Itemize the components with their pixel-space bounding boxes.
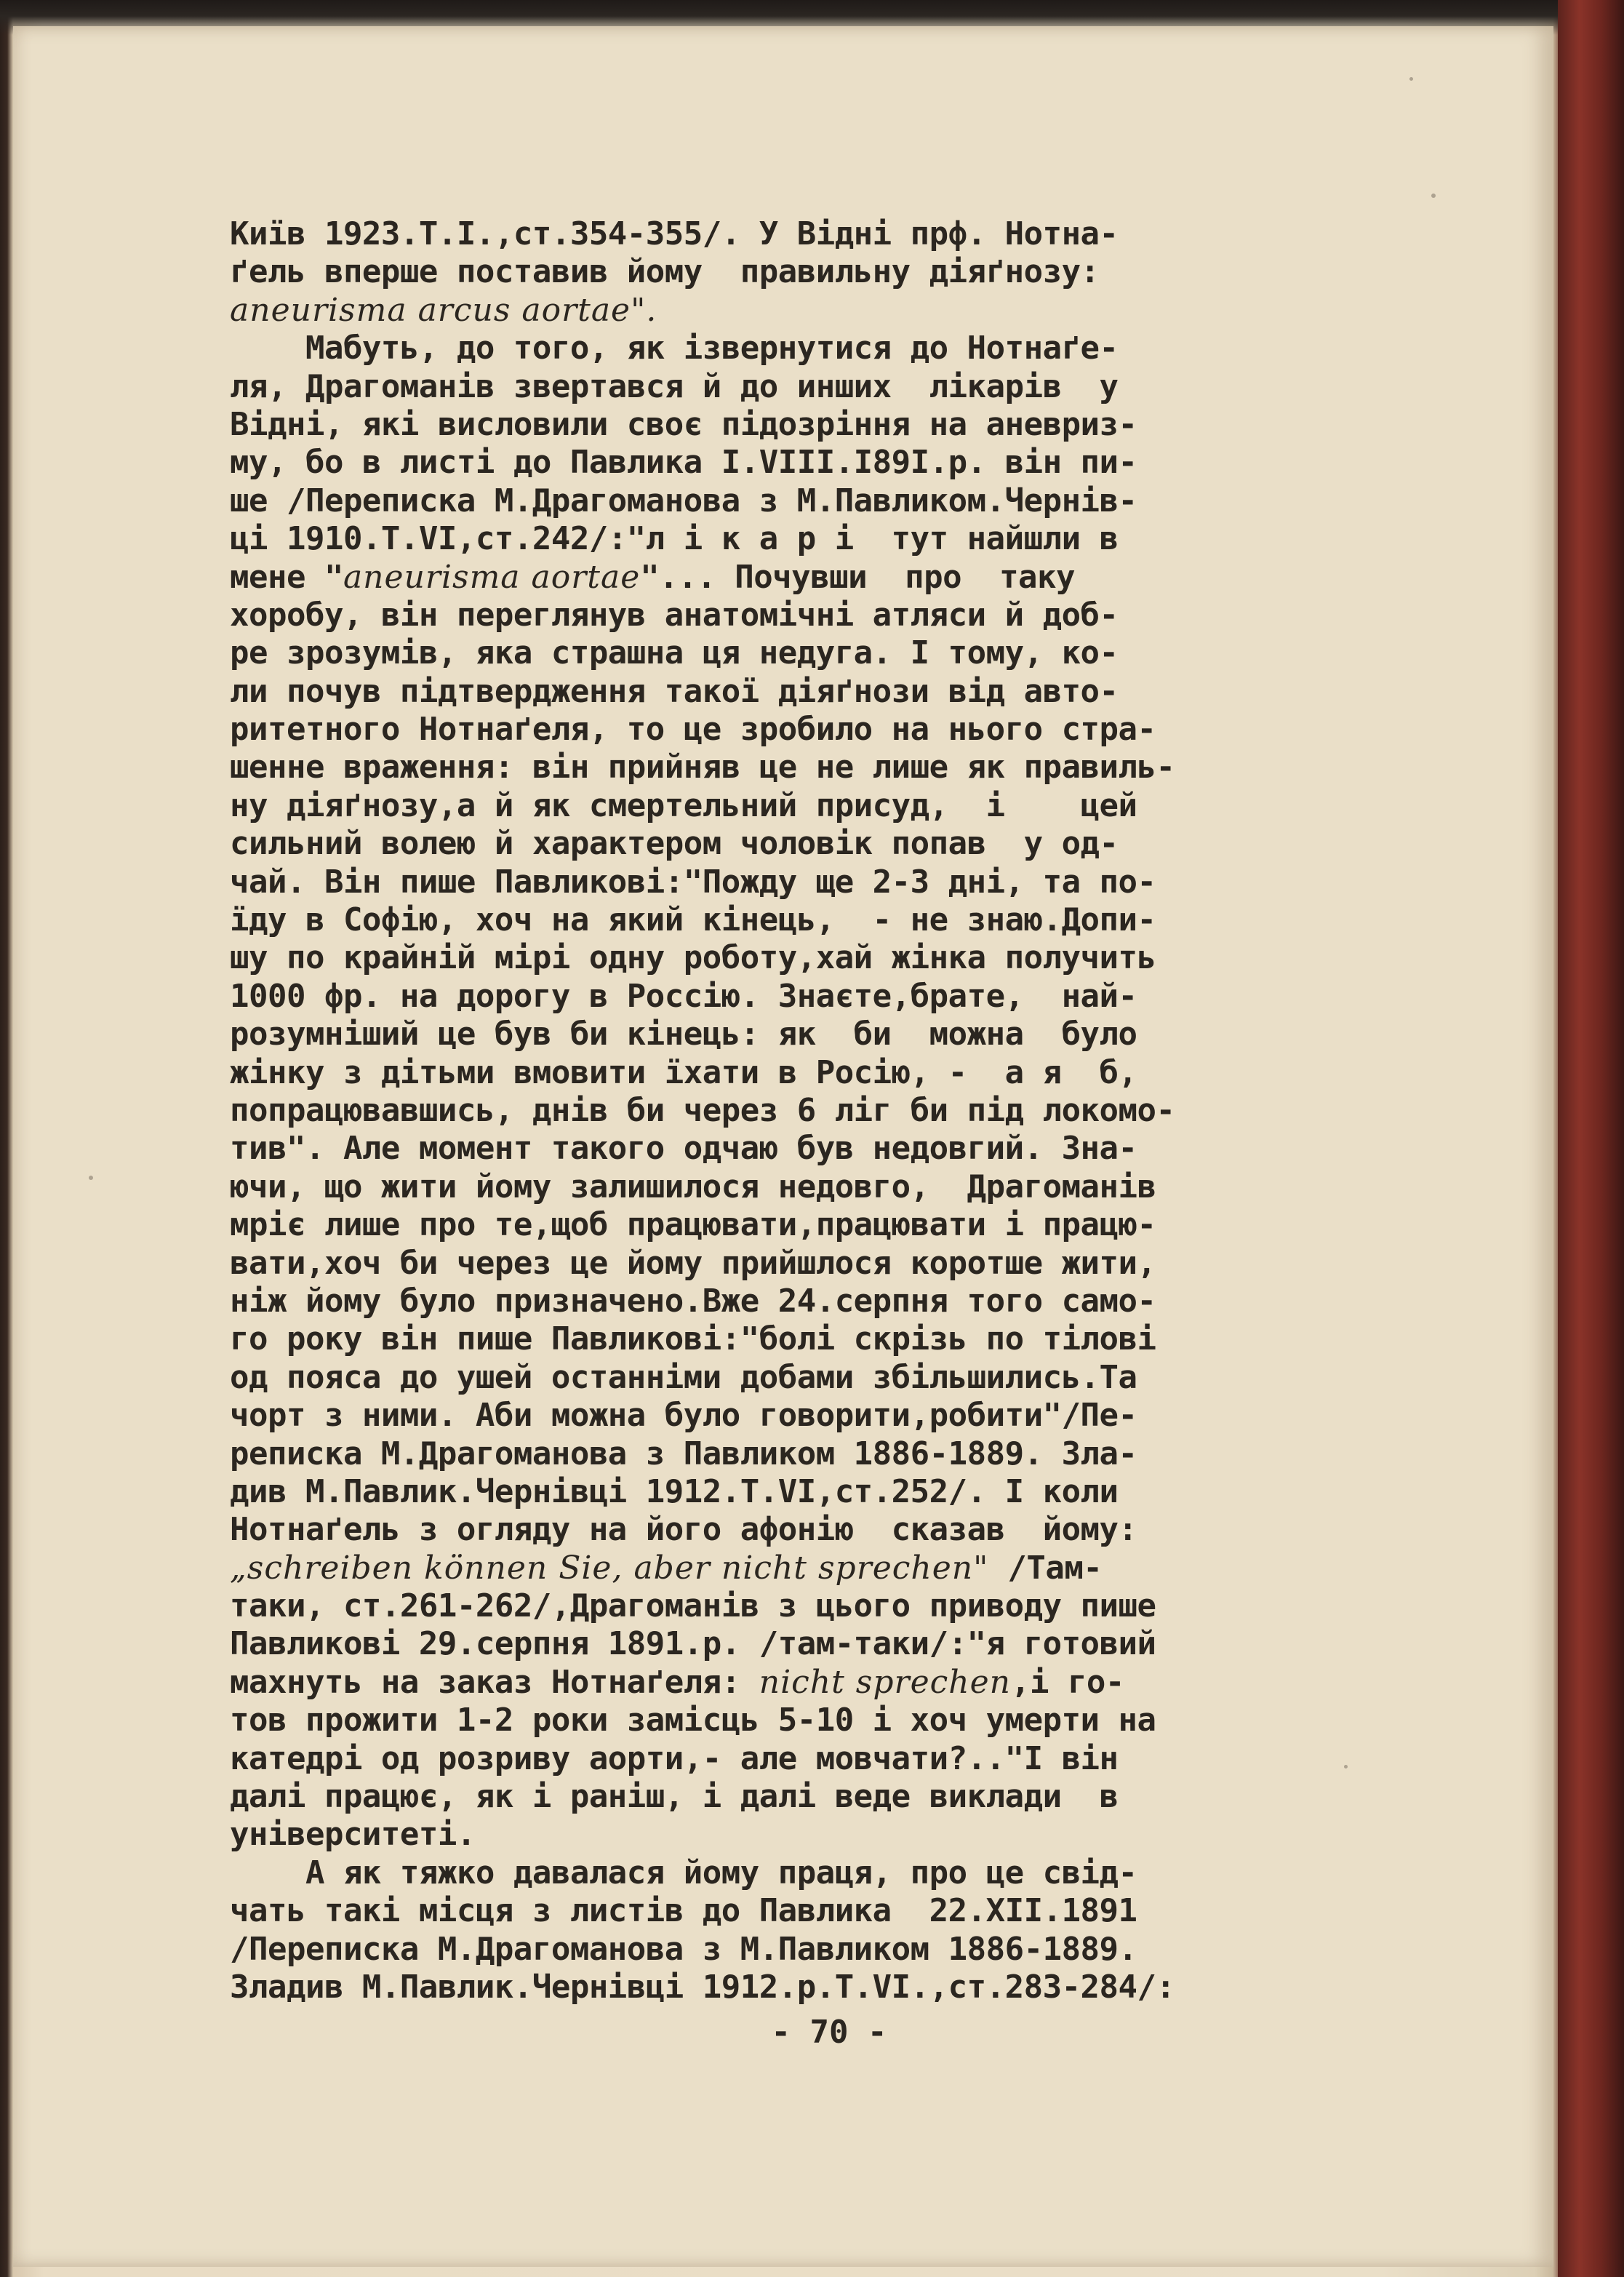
text-line <box>230 1702 1423 1739</box>
typed-text: ритетного Нотнаґеля, то це зробило на нього стра- <box>230 711 1156 749</box>
body-text <box>230 215 1423 2006</box>
typed-text: 1000 фр. на дорогу в Россію. Знаєте,брате, най- <box>230 977 1137 1015</box>
typed-text: хоробу, він переглянув анатомічні атляси й доб- <box>230 596 1119 634</box>
typed-text: /Переписка М.Драгоманова з М.Павликом 1886-1889. <box>230 1930 1137 1968</box>
text-line <box>230 1969 1423 2006</box>
typed-text: Нотнаґель з огляду на його афонію сказав йому: <box>230 1511 1137 1549</box>
handwritten-annotation: „schreiben können Sie, aber nicht sprechen" <box>230 1549 989 1587</box>
text-line <box>230 1435 1423 1473</box>
typed-text: сильний волею й характером чоловік попав у од- <box>230 825 1119 863</box>
typed-text: махнуть на заказ Нотнаґеля: <box>230 1663 759 1701</box>
text-line <box>230 1625 1423 1663</box>
typed-text: чать такі місця з листів до Павлика 22.XII.1891 <box>230 1892 1137 1930</box>
typed-text: чай. Він пише Павликові:"Пожду ще 2-3 дні, та по- <box>230 863 1156 901</box>
text-line <box>230 787 1423 825</box>
text-line <box>230 1473 1423 1511</box>
typed-text: "... Почувши про таку <box>640 558 1076 596</box>
text-line <box>230 1892 1423 1930</box>
typed-text: тив". Але момент такого одчаю був недовгий. Зна- <box>230 1130 1137 1168</box>
typed-text: Київ 1923.Т.І.,ст.354-355/. У Відні прф. Нотна- <box>230 215 1119 252</box>
text-line <box>230 901 1423 939</box>
typed-text: попрацювавшись, днів би через 6 ліг би під локомо- <box>230 1091 1175 1129</box>
ink-speck <box>1431 194 1436 198</box>
typed-text: ше /Переписка М.Драгоманова з М.Павликом.Чернів- <box>230 482 1137 519</box>
typed-text: вати,хоч би через це йому прийшлося коротше жити, <box>230 1244 1156 1282</box>
typed-text: му, бо в листі до Павлика І.VIII.I89I.р. він пи- <box>230 444 1137 482</box>
text-line <box>230 825 1423 863</box>
typed-text: го року він пише Павликові:"болі скрізь по тілові <box>230 1320 1156 1358</box>
typed-text: Зладив М.Павлик.Чернівці 1912.р.Т.VI.,ст.283-284/: <box>230 1968 1175 2006</box>
text-line <box>230 559 1423 597</box>
typed-text: катедрі од розриву аорти,- але мовчати?.."І він <box>230 1739 1119 1777</box>
typed-text: жінку з дітьми вмовити їхати в Росію, - а я б, <box>230 1053 1137 1091</box>
text-line <box>230 939 1423 977</box>
typed-text: мене " <box>230 558 343 596</box>
text-line <box>230 520 1423 558</box>
handwritten-annotation: nicht sprechen <box>759 1663 1011 1701</box>
text-line <box>230 1283 1423 1320</box>
text-line <box>230 749 1423 786</box>
text-line <box>230 1816 1423 1854</box>
text-line <box>230 673 1423 711</box>
text-line <box>230 978 1423 1016</box>
typed-text: розумніший це був би кінець: як би можна було <box>230 1016 1137 1053</box>
typed-text: Павликові 29.серпня 1891.р. /там-таки/:"я готовий <box>230 1625 1156 1663</box>
text-line <box>230 330 1423 367</box>
text-line <box>230 368 1423 406</box>
text-line <box>230 1587 1423 1625</box>
typed-text: ніж йому було призначено.Вже 24.серпня того само- <box>230 1282 1156 1320</box>
text-line <box>230 1168 1423 1206</box>
text-line <box>230 444 1423 482</box>
text-line <box>230 597 1423 634</box>
typed-text: ці 1910.Т.VI,ст.242/:"л і к а р і тут найшли в <box>230 520 1119 558</box>
typed-text: тов прожити 1-2 роки замісць 5-10 і хоч умерти на <box>230 1702 1156 1739</box>
text-line <box>230 215 1423 253</box>
text-line <box>230 1206 1423 1244</box>
handwritten-annotation: aneurisma arcus aortae". <box>230 291 657 329</box>
text-line <box>230 253 1423 291</box>
text-line <box>230 1130 1423 1168</box>
text-line <box>230 1245 1423 1283</box>
text-line <box>230 1054 1423 1092</box>
typed-text: ли почув підтвердження такої діяґнози від авто- <box>230 672 1119 710</box>
typed-text: ну діяґнозу,а й як смертельний присуд, і цей <box>230 786 1137 824</box>
typed-text: мріє лише про те,щоб працювати,працювати і працю- <box>230 1206 1156 1244</box>
text-line <box>230 1320 1423 1358</box>
typed-text: далі працює, як і раніш, і далі веде виклади в <box>230 1778 1119 1816</box>
ink-speck <box>1409 77 1413 81</box>
typed-text: університеті. <box>230 1816 476 1854</box>
text-line <box>230 1931 1423 1969</box>
typed-text: їду в Софію, хоч на який кінець, - не знаю.Допи- <box>230 901 1156 939</box>
text-line <box>230 292 1423 330</box>
text-line <box>230 1550 1423 1587</box>
text-line <box>230 1511 1423 1549</box>
typed-text: таки, ст.261-262/,Драгоманів з цього приводу пише <box>230 1587 1156 1625</box>
text-line <box>230 864 1423 901</box>
text-line <box>230 1016 1423 1053</box>
typed-text: ґель вперше поставив йому правильну діяґнозу: <box>230 253 1100 291</box>
ink-speck <box>89 1176 93 1180</box>
page-number: - 70 - <box>771 2014 887 2051</box>
text-line <box>230 1854 1423 1892</box>
typed-text: див М.Павлик.Чернівці 1912.Т.VI,ст.252/. І коли <box>230 1472 1119 1510</box>
typed-text: ля, Драгоманів звертався й до инших лікарів у <box>230 367 1119 405</box>
typed-text: ючи, що жити йому залишилося недовго, Драгоманів <box>230 1168 1156 1205</box>
typed-text: ре зрозумів, яка страшна ця недуга. І тому, ко- <box>230 634 1119 672</box>
text-line <box>230 711 1423 749</box>
text-line <box>230 1740 1423 1778</box>
typed-text: реписка М.Драгоманова з Павликом 1886-1889. Зла- <box>230 1435 1137 1472</box>
typed-text: шенне враження: він прийняв це не лише як правиль- <box>230 749 1175 786</box>
text-line <box>230 1092 1423 1130</box>
text-line <box>230 482 1423 520</box>
text-line <box>230 1359 1423 1397</box>
text-line <box>230 634 1423 672</box>
typed-text: шу по крайній мірі одну роботу,хай жінка получить <box>230 939 1156 977</box>
typed-text: Відні, які висловили своє підозріння на аневриз- <box>230 405 1137 443</box>
text-line <box>230 406 1423 444</box>
typed-text: А як тяжко давалася йому праця, про це свід- <box>230 1854 1137 1891</box>
typed-text: ,і го- <box>1010 1663 1124 1701</box>
text-line <box>230 1778 1423 1816</box>
typed-text: /Там- <box>988 1549 1103 1587</box>
typed-text: чорт з ними. Аби можна було говорити,робити"/Пе- <box>230 1397 1137 1435</box>
book-binding <box>1558 0 1624 2277</box>
text-line <box>230 1397 1423 1435</box>
text-line <box>230 1664 1423 1702</box>
handwritten-annotation: aneurisma aortae <box>343 558 641 596</box>
typed-text: од пояса до ушей останніми добами збільшились.Та <box>230 1358 1137 1396</box>
typed-text: Мабуть, до того, як ізвернутися до Нотнаґе- <box>230 330 1119 367</box>
